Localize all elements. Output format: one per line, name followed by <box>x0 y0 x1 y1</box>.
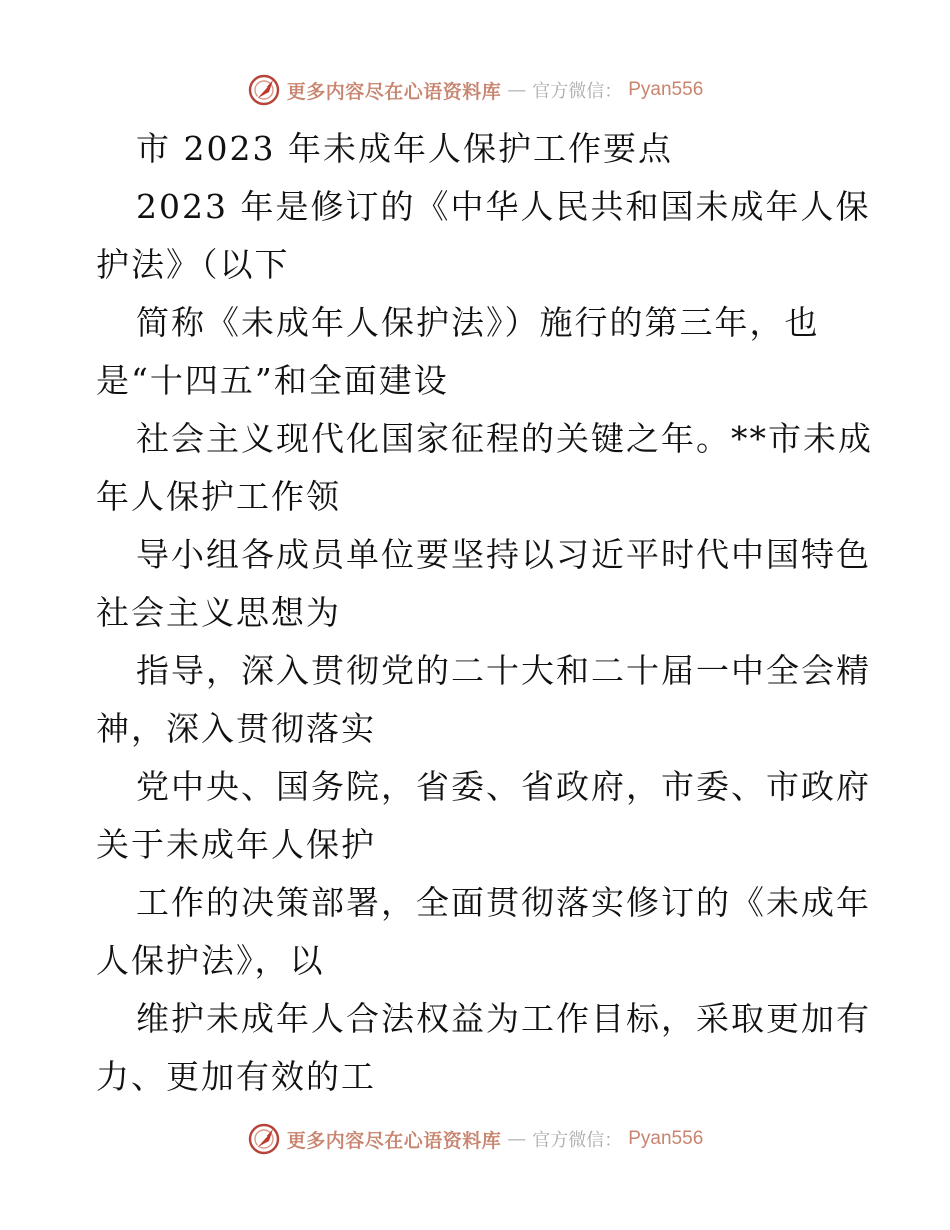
watermark-separator: — <box>507 1128 527 1150</box>
footer-watermark <box>0 1119 950 1159</box>
quill-logo-icon <box>247 73 281 107</box>
text-line: 护法》（以下 <box>96 245 290 284</box>
watermark-wechat-label: 官方微信： <box>532 81 623 102</box>
quill-logo-icon <box>247 1122 281 1156</box>
text-line: 力、更加有效的工 <box>96 1057 376 1096</box>
document-body <box>96 120 873 1106</box>
text-line: 关于未成年人保护 <box>96 825 376 864</box>
text-line: 是“十四五”和全面建设 <box>96 361 449 400</box>
text-line: 工作的决策部署，全面贯彻落实修订的《未成年 <box>136 883 871 922</box>
text-line: 社会主义思想为 <box>96 593 341 632</box>
watermark-wechat-id: Pyan556 <box>628 79 704 100</box>
text-line: 年人保护工作领 <box>96 477 341 516</box>
text-line: 神，深入贯彻落实 <box>96 709 376 748</box>
text-line: 党中央、国务院，省委、省政府，市委、市政府 <box>136 767 871 806</box>
text-line: 2023 年是修订的《中华人民共和国未成年人保 <box>136 187 871 226</box>
text-line: 人保护法》，以 <box>96 941 325 980</box>
text-line: 社会主义现代化国家征程的关键之年。**市未成 <box>136 419 873 458</box>
watermark-wechat-label: 官方微信： <box>532 1130 623 1151</box>
watermark-wechat-id: Pyan556 <box>628 1128 704 1149</box>
watermark-separator: — <box>507 79 527 101</box>
text-line: 导小组各成员单位要坚持以习近平时代中国特色 <box>136 535 871 574</box>
text-line: 维护未成年人合法权益为工作目标，采取更加有 <box>136 999 871 1038</box>
watermark-text: 更多内容尽在心语资料库 <box>286 1129 502 1152</box>
watermark-text: 更多内容尽在心语资料库 <box>286 80 502 103</box>
text-line: 简称《未成年人保护法》）施行的第三年，也 <box>136 303 820 342</box>
document-title: 市 2023 年未成年人保护工作要点 <box>136 129 673 168</box>
header-watermark <box>0 70 950 110</box>
text-line: 指导，深入贯彻党的二十大和二十届一中全会精 <box>136 651 871 690</box>
